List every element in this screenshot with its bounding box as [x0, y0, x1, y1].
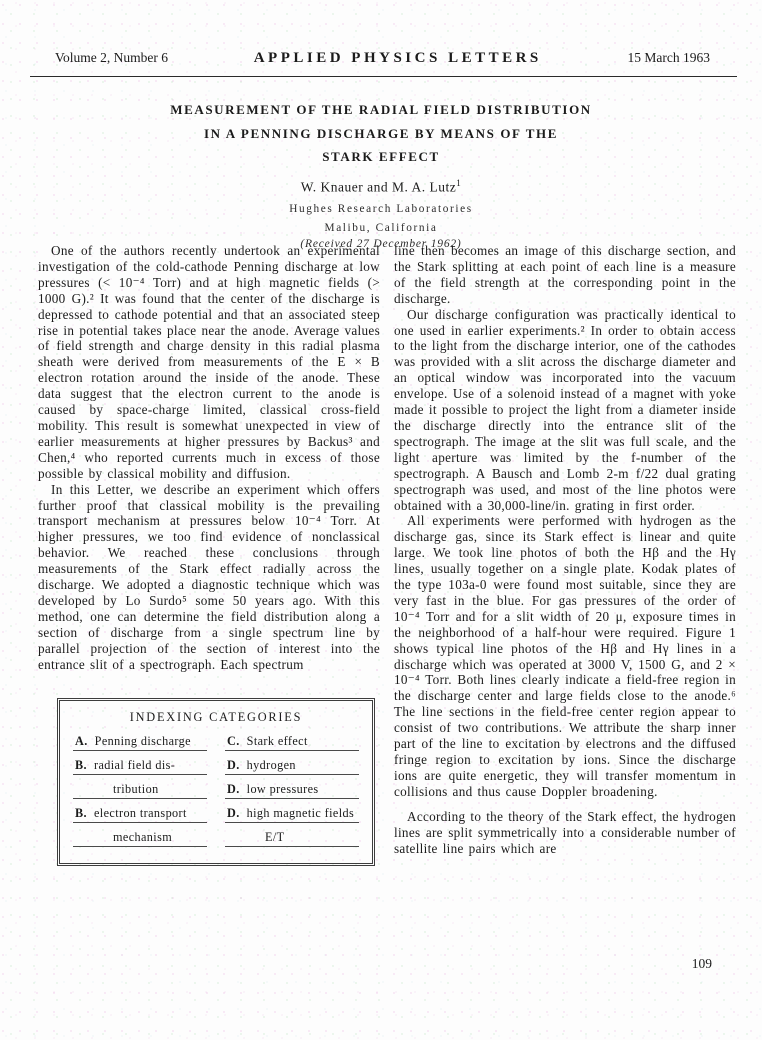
- indexing-entry: [73, 727, 207, 751]
- author-names: W. Knauer and M. A. Lutz: [300, 179, 457, 194]
- affiliation-line: Malibu, California: [324, 221, 438, 234]
- volume-issue: Volume 2, Number 6: [55, 50, 168, 65]
- title-line: STARK EFFECT: [322, 149, 440, 164]
- issue-date: 15 March 1963: [627, 50, 710, 65]
- title-block: [0, 98, 762, 250]
- left-column-paragraphs: [38, 243, 380, 672]
- indexing-entry: [225, 727, 359, 751]
- indexing-entry-letter: D.: [227, 782, 240, 797]
- affiliation-line: Hughes Research Laboratories: [289, 203, 473, 215]
- journal-name: APPLIED PHYSICS LETTERS: [253, 50, 542, 66]
- indexing-entry: [225, 775, 359, 799]
- title-line: MEASUREMENT OF THE RADIAL FIELD DISTRIBUTION: [170, 102, 592, 117]
- right-column-paragraphs: [394, 243, 736, 856]
- indexing-row: [73, 775, 359, 799]
- indexing-entry: [225, 823, 359, 847]
- indexing-entry-letter: A.: [75, 734, 88, 749]
- indexing-categories-box: [57, 698, 375, 866]
- indexing-entry-label: mechanism: [113, 830, 173, 845]
- indexing-entry-label: hydrogen: [246, 758, 296, 773]
- paragraph: In this Letter, we describe an experiment which offers further proof that classical mobility is the prevailing transport mechanism at pressures below 10⁻⁴ Torr. At higher pressures, we too find evidence of nonclassical behavior. We reached these conclusions through measurements of the Stark effect radially across the discharge. We adopted a diagnostic technique which was developed by Lo Surdo⁵ some 50 years ago. With this method, one can determine the field distribution along a section of discharge from a single spectrum line by parallel projection of the section of interest into the entrance slit of a spectrograph. Each spectrum: [38, 481, 380, 672]
- indexing-entry-label: electron transport: [93, 806, 187, 821]
- paragraph: line then becomes an image of this discharge section, and the Stark splitting at each point of each line is a measure of the field strength at the corresponding point in the discharge.: [394, 243, 736, 306]
- indexing-entry-label: high magnetic fields: [246, 806, 355, 821]
- authors: [0, 178, 762, 196]
- indexing-entry: [225, 751, 359, 775]
- indexing-entry: [73, 799, 207, 823]
- indexing-entry-letter: B.: [75, 758, 87, 773]
- indexing-entry: [225, 799, 359, 823]
- indexing-entry-label: E/T: [265, 830, 285, 845]
- indexing-entry-label: low pressures: [246, 782, 319, 797]
- indexing-entry-label: Stark effect: [246, 734, 308, 749]
- indexing-entry-letter: C.: [227, 734, 240, 749]
- indexing-entry: [73, 823, 207, 847]
- indexing-entry-letter: B.: [75, 806, 87, 821]
- indexing-entry-letter: D.: [227, 758, 240, 773]
- paragraph: According to the theory of the Stark effect, the hydrogen lines are split symmetrically into a considerable number of satellite line pairs which are: [394, 808, 737, 856]
- indexing-row: [73, 751, 359, 775]
- indexing-entry-letter: D.: [227, 806, 240, 821]
- paragraph: One of the authors recently undertook an experimental investigation of the cold-cathode Penning discharge at low pressures (< 10⁻⁴ Torr) and at high magnetic fields (> 1000 G).² It was found that the center of the discharge is depressed to cathode potential and that an associated steep rise in potential takes place near the anode. Average values of field strength and charge density in this radial plasma sheath were derived from measurements of the E × B electron rotation around the inside of the anode. These data suggest that the electron current to the anode is caused by space-charge limited, classical cross-field mobility. This result is somewhat unexpected in view of earlier measurements at higher pressures by Backus³ and Chen,⁴ who reported currents much in excess of those possible by classical mobility and diffusion.: [38, 243, 380, 481]
- article-body: [38, 243, 736, 866]
- indexing-entry: [73, 751, 207, 775]
- left-column: [38, 243, 380, 866]
- indexing-row: [73, 727, 359, 751]
- indexing-entry-label: radial field dis-: [93, 758, 176, 773]
- running-head: [55, 50, 710, 67]
- article-title: [0, 98, 762, 169]
- header-rule: [30, 76, 737, 77]
- paragraph: All experiments were performed with hydrogen as the discharge gas, since its Stark effect is linear and quite large. We took line photos of both the Hβ and the Hγ lines, usually together on a single plate. Kodak plates of the type 103a-0 were found most suitable, since they are very fast in the blue. For gas pressures of the order of 10⁻⁴ Torr and for a slit width of 20 μ, exposure times in the neighborhood of a half-hour were required. Figure 1 shows typical line photos of the Hβ and Hγ lines in a discharge which was operated at 3000 V, 1500 G, and 2 × 10⁻⁴ Torr. Both lines clearly indicate a field-free region in the discharge center and large fields close to the anode.⁶ The line sections in the field-free center region appear to consist of two contributions. We attribute the sharp inner part of the line to excitation by electrons and the diffused fringe region to excitation by ions. Since the discharge ions are quite energetic, they will transfer momentum in collisions and thus cause Doppler broadening.: [394, 513, 736, 799]
- indexing-entry-label: Penning discharge: [94, 734, 191, 749]
- indexing-row: [73, 799, 359, 823]
- title-line: IN A PENNING DISCHARGE BY MEANS OF THE: [204, 125, 558, 141]
- indexing-row: [73, 823, 359, 847]
- right-column: [394, 243, 736, 866]
- paragraph: Our discharge configuration was practically identical to one used in earlier experiments.² In order to obtain access to the light from the discharge interior, one of the cathodes was provided with a slit across the discharge diameter and an optical window was incorporated into the vacuum envelope. Use of a solenoid instead of a magnet with yoke made it possible to project the light from a diameter inside the discharge directly into the entrance slit of the spectrograph. The image at the slit was full scale, and the light aperture was limited by the f-number of the spectrograph. A Bausch and Lomb 2-m f/22 dual grating spectrograph was used, and most of the line photos were obtained with a 30,000-line/in. grating in first order.: [394, 306, 736, 513]
- indexing-entry: [73, 775, 207, 799]
- indexing-title: INDEXING CATEGORIES: [129, 710, 303, 725]
- indexing-entry-label: tribution: [113, 782, 159, 797]
- received-date: (Received 27 December 1962): [300, 238, 462, 250]
- author-footnote-mark: 1: [456, 177, 462, 188]
- indexing-rows: [73, 727, 359, 847]
- page-number: 109: [691, 956, 712, 971]
